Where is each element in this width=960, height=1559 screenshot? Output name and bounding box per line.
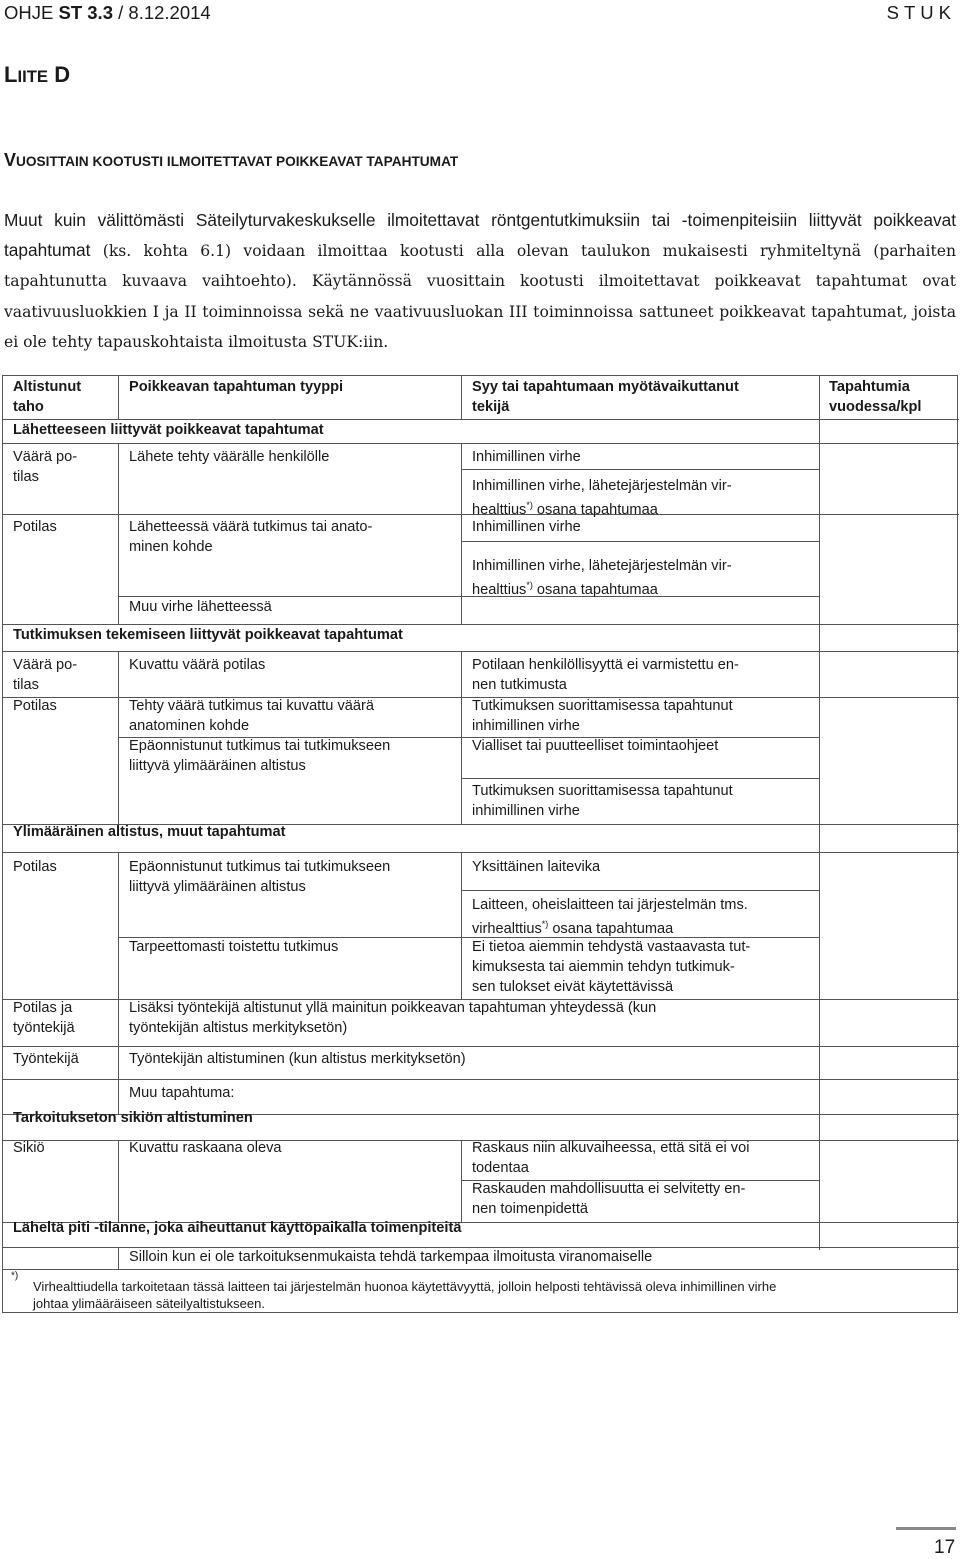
exposed-party: Potilas <box>13 519 57 535</box>
cause <box>472 554 732 602</box>
cell-text: osana tapahtumaa <box>532 582 658 598</box>
cause <box>472 893 748 941</box>
exposed-party: Potilas <box>13 859 57 875</box>
footnote-line2: johtaa ylimääräiseen säteilyaltistukseen. <box>33 1296 265 1311</box>
footnote-ref: *) <box>526 580 533 591</box>
intro-paragraph <box>4 206 956 358</box>
page-number: 17 <box>934 1537 956 1558</box>
cell-text: Raskauden mahdollisuutta ei selvitetty en- <box>472 1181 746 1197</box>
cause <box>472 938 750 997</box>
other-event: Muu tapahtuma: <box>129 1085 235 1101</box>
footnote-mark-text: *) <box>11 1270 19 1282</box>
document-reference <box>4 2 211 24</box>
cell-text: inhimillinen virhe <box>472 802 580 819</box>
cell-text: anatominen kohde <box>129 717 250 734</box>
cell-text: Väärä po- <box>13 657 78 673</box>
cell-text: osana tapahtumaa <box>532 502 658 518</box>
section-heading-examination: Tutkimuksen tekemiseen liittyvät poikkeavat tapahtumat <box>13 627 403 643</box>
section-first-letter: V <box>4 150 17 170</box>
cell-text: Inhimillinen virhe, lähetejärjestelmän vir- <box>472 478 732 494</box>
cell-text: Raskaus niin alkuvaiheessa, että sitä ei voi <box>472 1140 750 1156</box>
exposed-party <box>13 448 77 488</box>
cell-text: kimuksesta tai aiemmin tehdyn tutkimuk- <box>472 958 735 975</box>
appendix-first-letter: L <box>4 62 18 87</box>
cause <box>472 474 732 522</box>
footnote-ref: *) <box>541 919 549 930</box>
cell-text: Tutkimuksen suorittamisessa tapahtunut <box>472 783 733 799</box>
header-exposed-line2: taho <box>13 398 44 415</box>
cell-text: Epäonnistunut tutkimus tai tutkimukseen <box>129 859 391 875</box>
section-heading-referral: Lähetteeseen liittyvät poikkeavat tapahtumat <box>13 422 324 438</box>
header-exposed-party <box>13 378 81 418</box>
cell-text: nen toimenpidettä <box>472 1200 589 1217</box>
cell-text: Tehty väärä tutkimus tai kuvattu väärä <box>129 698 374 714</box>
incident-table <box>2 375 958 1313</box>
appendix-rest: IITE <box>17 67 49 86</box>
cell-text: minen kohde <box>129 538 213 555</box>
organization-name: STUK <box>886 2 956 23</box>
cause <box>472 697 733 737</box>
header-cause-line1: Syy tai tapahtumaan myötävaikuttanut <box>472 379 739 395</box>
cause: Inhimillinen virhe <box>472 519 581 535</box>
event-type: Lähete tehty väärälle henkilölle <box>129 449 330 465</box>
section-heading-near-miss: Läheltä piti -tilanne, joka aiheuttanut käyttöpaikalla toimenpiteitä <box>13 1220 462 1236</box>
cell-text: sen tulokset eivät käytettävissä <box>472 978 674 995</box>
cell-text: liittyvä ylimääräinen altistus <box>129 878 306 895</box>
intro-rest: (ks. kohta 6.1) voidaan ilmoittaa kootusti alla olevan taulukon mukaisesti ryhmiteltynä (parhaiten tapahtunutta kuvaava vaihtoehto). Käytännössä vuosittain kootusti ilmoitettavat poikkeavat tapahtumat ovat vaativuusluokkien I ja II toiminnoissa sekä ne vaativuusluokan III toiminnoissa sattuneet poikkeavat tapahtumat, joista ei ole tehty tapauskohtaista ilmoitusta STUK:iin. <box>4 241 956 351</box>
footer-rule <box>896 1527 956 1530</box>
event-type-span: Työntekijän altistuminen (kun altistus merkityksetön) <box>129 1051 466 1067</box>
section-rest: UOSITTAIN KOOTUSTI ILMOITETTAVAT POIKKEAVAT TAPAHTUMAT <box>16 154 459 169</box>
header-events-per-year <box>829 378 921 418</box>
cause <box>472 1180 745 1220</box>
header-cause-line2: tekijä <box>472 398 510 415</box>
cell-text: Epäonnistunut tutkimus tai tutkimukseen <box>129 738 391 754</box>
doc-prefix: OHJE <box>4 2 59 23</box>
exposed-party: Työntekijä <box>13 1051 79 1067</box>
event-type-span <box>129 999 656 1039</box>
exposed-party <box>13 656 77 696</box>
exposed-party: Potilas <box>13 698 57 714</box>
cell-text: työntekijä <box>13 1019 75 1036</box>
cause <box>472 1139 749 1179</box>
doc-date: / 8.12.2014 <box>112 2 211 23</box>
event-type <box>129 858 390 898</box>
cell-text: Lähetteessä väärä tutkimus tai anato- <box>129 519 373 535</box>
event-type <box>129 737 390 777</box>
header-events-line2: vuodessa/kpl <box>829 398 922 415</box>
cell-text: tilas <box>13 468 39 485</box>
page-header <box>4 2 956 26</box>
cell-text: tilas <box>13 676 39 693</box>
cell-text: Lisäksi työntekijä altistunut yllä mainitun poikkeavan tapahtuman yhteydessä (kun <box>129 1000 657 1016</box>
cause <box>472 782 733 822</box>
cell-text: Ei tietoa aiemmin tehdystä vastaavasta tut- <box>472 939 751 955</box>
event-type: Kuvattu raskaana oleva <box>129 1140 282 1156</box>
footnote-line1: Virhealttiudella tarkoitetaan tässä laitteen tai järjestelmän huonoa käytettävyyttä, jolloin helposti tehtävissä oleva inhimillinen virhe <box>33 1279 777 1294</box>
section-heading-fetal-exposure: Tarkoitukseton sikiön altistuminen <box>13 1110 253 1126</box>
cell-text: Väärä po- <box>13 449 78 465</box>
exposed-party: Sikiö <box>13 1140 45 1156</box>
header-event-type: Poikkeavan tapahtuman tyyppi <box>129 379 344 395</box>
intro-lead: Muut kuin välittömästi Säteilyturvakeskukselle ilmoitettavat röntgentutkimuksiin tai -toimenpiteisiin liittyvät poikkeavat tapahtumat <box>4 210 956 260</box>
header-cause <box>472 378 739 418</box>
cell-text: Potilaan henkilöllisyyttä ei varmistettu en- <box>472 657 739 673</box>
cell-text: todentaa <box>472 1159 529 1176</box>
section-title <box>4 150 458 171</box>
event-type: Kuvattu väärä potilas <box>129 657 266 673</box>
event-type <box>129 518 372 558</box>
cell-text: Tutkimuksen suorittamisessa tapahtunut <box>472 698 733 714</box>
exposed-party <box>13 999 75 1039</box>
cause: Yksittäinen laitevika <box>472 859 601 875</box>
footnote-text <box>33 1278 776 1312</box>
cell-text: Inhimillinen virhe, lähetejärjestelmän vir- <box>472 558 732 574</box>
header-exposed-line1: Altistunut <box>13 379 82 395</box>
event-type <box>129 697 374 737</box>
cell-text: healttius <box>472 582 527 598</box>
event-type: Tarpeettomasti toistettu tutkimus <box>129 939 339 955</box>
cell-text: Laitteen, oheislaitteen tai järjestelmän tms. <box>472 897 748 913</box>
cause: Inhimillinen virhe <box>472 449 581 465</box>
doc-id: ST 3.3 <box>58 2 113 23</box>
event-type-span: Silloin kun ei ole tarkoituksenmukaista tehdä tarkempaa ilmoitusta viranomaiselle <box>129 1249 653 1265</box>
section-heading-extra-exposure: Ylimääräinen altistus, muut tapahtumat <box>13 824 286 840</box>
cause: Vialliset tai puutteelliset toimintaohjeet <box>472 738 719 754</box>
cell-text: työntekijän altistus merkityksetön) <box>129 1019 348 1036</box>
cell-text: healttius <box>472 502 527 518</box>
appendix-letter: D <box>48 62 71 87</box>
cause <box>472 656 739 696</box>
cell-text: Potilas ja <box>13 1000 73 1016</box>
cell-text: nen tutkimusta <box>472 676 567 693</box>
footnote-ref: *) <box>526 500 533 511</box>
cell-text: osana tapahtumaa <box>548 921 674 937</box>
cell-text: virhealttius <box>472 921 542 937</box>
cell-text: liittyvä ylimääräinen altistus <box>129 757 306 774</box>
appendix-title <box>4 62 70 88</box>
event-type: Muu virhe lähetteessä <box>129 599 272 615</box>
header-events-line1: Tapahtumia <box>829 379 910 395</box>
footnote-mark <box>11 1271 18 1288</box>
cell-text: inhimillinen virhe <box>472 717 580 734</box>
